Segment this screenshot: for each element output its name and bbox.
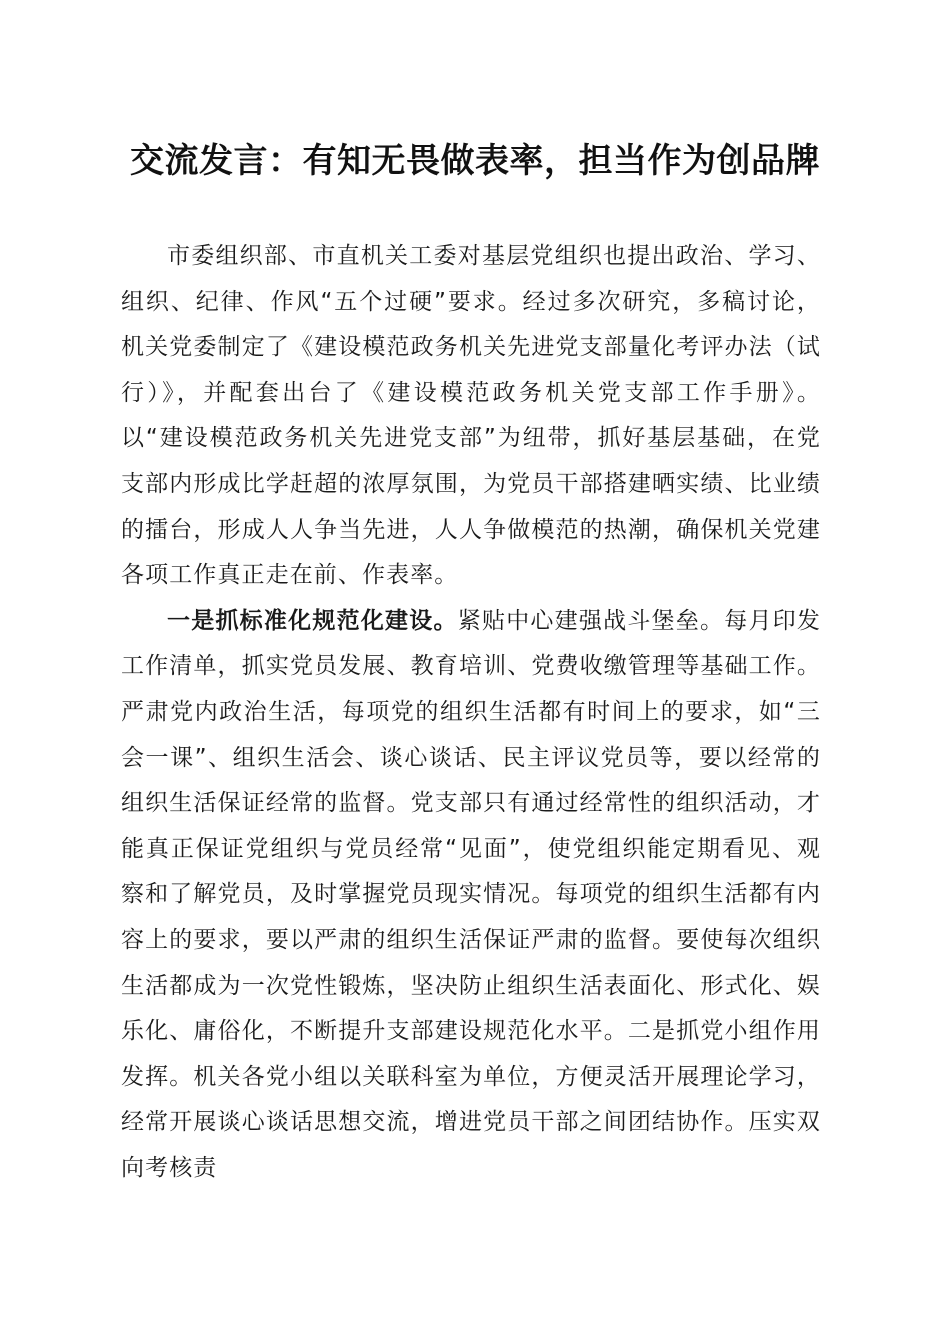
document-body bbox=[121, 234, 821, 1191]
paragraph-lead-heading: 一是抓标准化规范化建设。 bbox=[167, 607, 458, 634]
document-title: 交流发言：有知无畏做表率，担当作为创品牌 bbox=[130, 141, 820, 181]
paragraph-standardization bbox=[121, 599, 821, 1192]
paragraph-standardization-text: 紧贴中心建强战斗堡垒。每月印发工作清单，抓实党员发展、教育培训、党费收缴管理等基础工作。严肃党内政治生活，每项党的组织生活都有时间上的要求，如“三会一课”、组织生活会、谈心谈话、民主评议党员等，要以经常的组织生活保证经常的监督。党支部只有通过经常性的组织活动，才能真正保证党组织与党员经常“见面”，使党组织能定期看见、观察和了解党员，及时掌握党员现实情况。每项党的组织生活都有内容上的要求，要以严肃的组织生活保证严肃的监督。要使每次组织生活都成为一次党性锻炼，坚决防止组织生活表面化、形式化、娱乐化、庸俗化，不断提升支部建设规范化水平。二是抓党小组作用发挥。机关各党小组以关联科室为单位，方便灵活开展理论学习，经常开展谈心谈话思想交流，增进党员干部之间团结协作。压实双向考核责 bbox=[121, 607, 822, 1181]
paragraph-intro bbox=[121, 234, 821, 599]
paragraph-intro-text: 市委组织部、市直机关工委对基层党组织也提出政治、学习、组织、纪律、作风“五个过硬”要求。经过多次研究，多稿讨论，机关党委制定了《建设模范政务机关先进党支部量化考评办法（试行）》，并配套出台了《建设模范政务机关党支部工作手册》。以“建设模范政务机关先进党支部”为纽带，抓好基层基础，在党支部内形成比学赶超的浓厚氛围，为党员干部搭建晒实绩、比业绩的擂台，形成人人争当先进，人人争做模范的热潮，确保机关党建各项工作真正走在前、作表率。 bbox=[121, 243, 821, 589]
